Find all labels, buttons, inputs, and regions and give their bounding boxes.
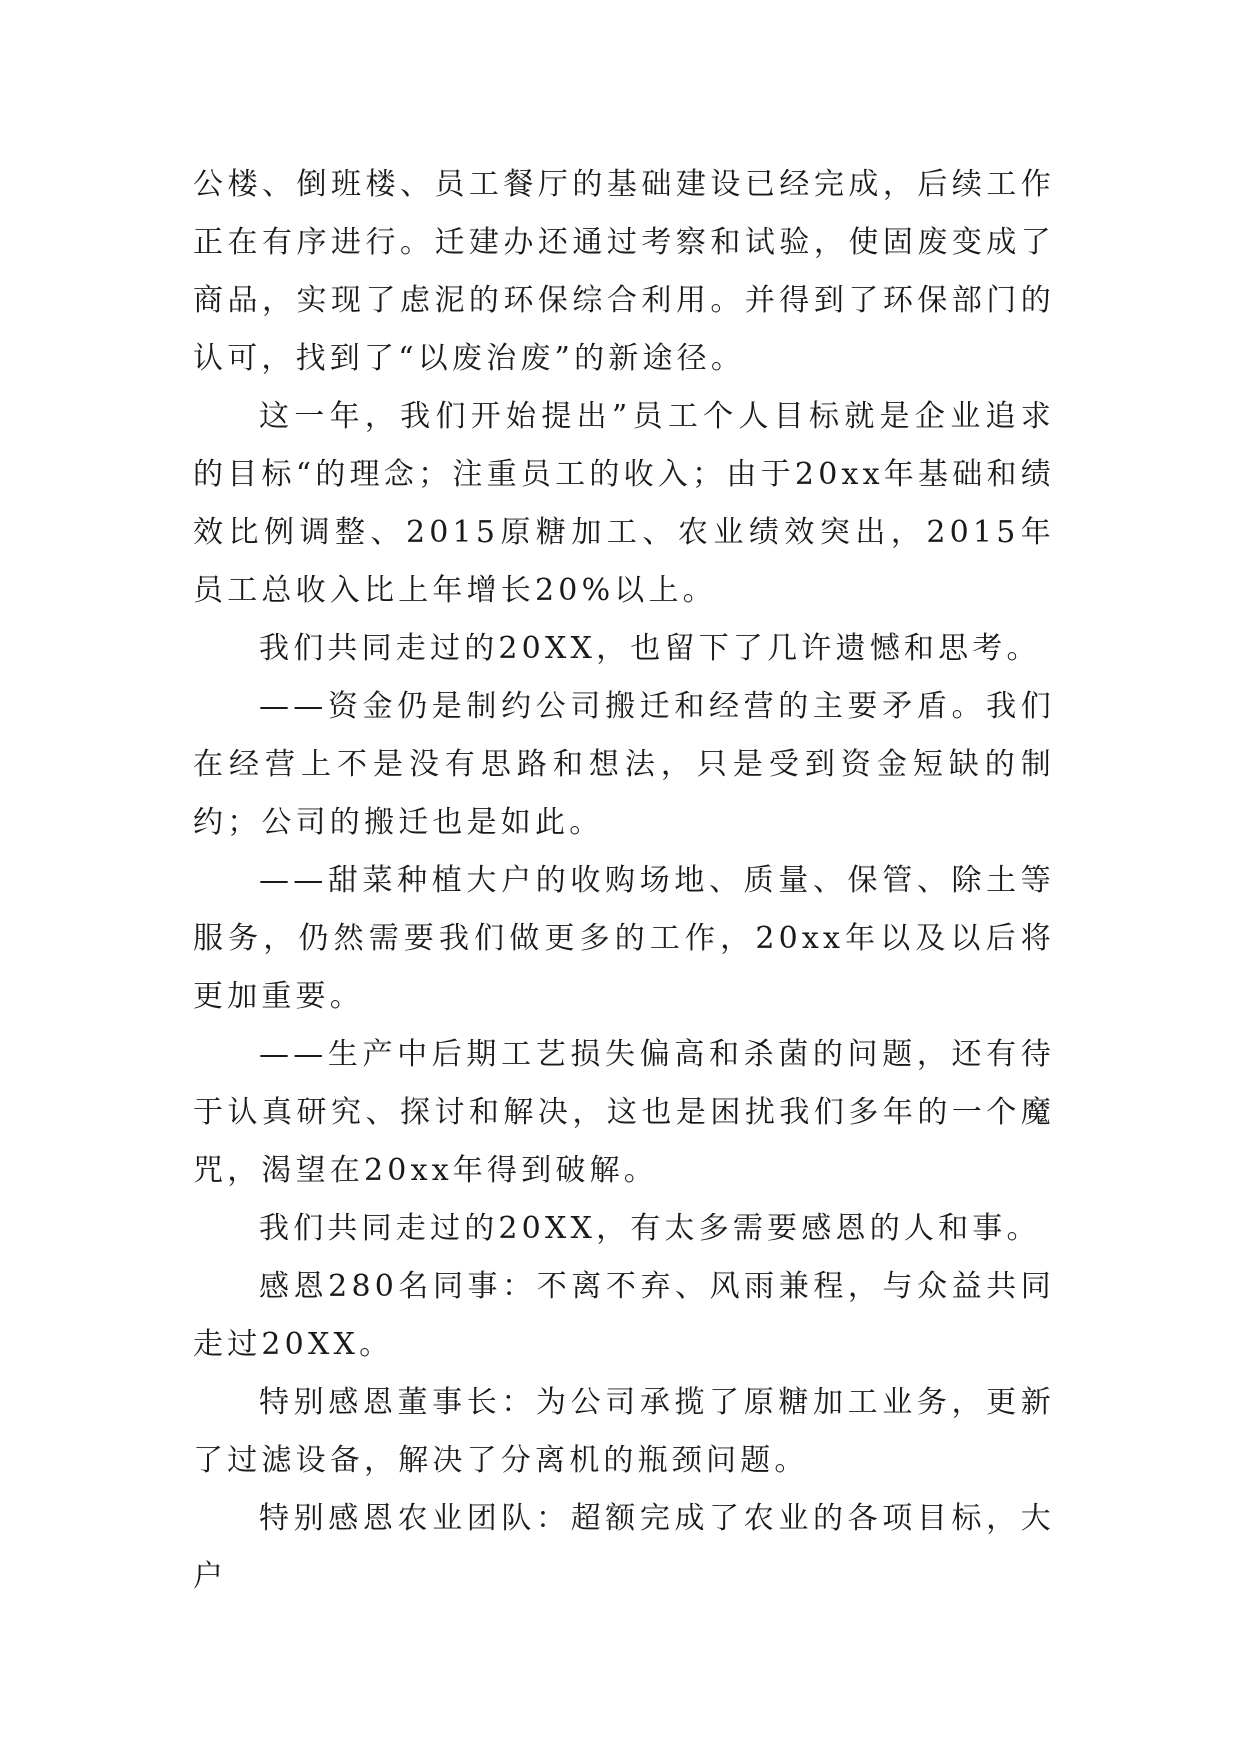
paragraph-5: ——甜菜种植大户的收购场地、质量、保管、除土等服务，仍然需要我们做更多的工作，20xx年以及以后将更加重要。 bbox=[193, 863, 1055, 1014]
paragraph-4: ——资金仍是制约公司搬迁和经营的主要矛盾。我们在经营上不是没有思路和想法，只是受到资金短缺的制约；公司的搬迁也是如此。 bbox=[193, 689, 1055, 840]
paragraph-6: ——生产中后期工艺损失偏高和杀菌的问题，还有待于认真研究、探讨和解决，这也是困扰我们多年的一个魔咒，渴望在20xx年得到破解。 bbox=[193, 1037, 1055, 1188]
paragraph-8: 感恩280名同事：不离不弃、风雨兼程，与众益共同走过20XX。 bbox=[193, 1269, 1055, 1362]
paragraph-1: 公楼、倒班楼、员工餐厅的基础建设已经完成，后续工作正在有序进行。迁建办还通过考察和试验，使固废变成了商品，实现了虑泥的环保综合利用。并得到了环保部门的认可，找到了“以废治废”的新途径。 bbox=[193, 167, 1055, 376]
paragraph-10: 特别感恩农业团队：超额完成了农业的各项目标，大户 bbox=[193, 1501, 1055, 1594]
paragraph-3: 我们共同走过的20XX，也留下了几许遗憾和思考。 bbox=[259, 631, 1041, 666]
document-body bbox=[193, 156, 1055, 1606]
paragraph-2: 这一年，我们开始提出”员工个人目标就是企业追求的目标“的理念；注重员工的收入；由于20xx年基础和绩效比例调整、2015原糖加工、农业绩效突出，2015年员工总收入比上年增长20%以上。 bbox=[193, 399, 1055, 608]
paragraph-9: 特别感恩董事长：为公司承揽了原糖加工业务，更新了过滤设备，解决了分离机的瓶颈问题。 bbox=[193, 1385, 1055, 1478]
paragraph-7: 我们共同走过的20XX，有太多需要感恩的人和事。 bbox=[259, 1211, 1041, 1246]
